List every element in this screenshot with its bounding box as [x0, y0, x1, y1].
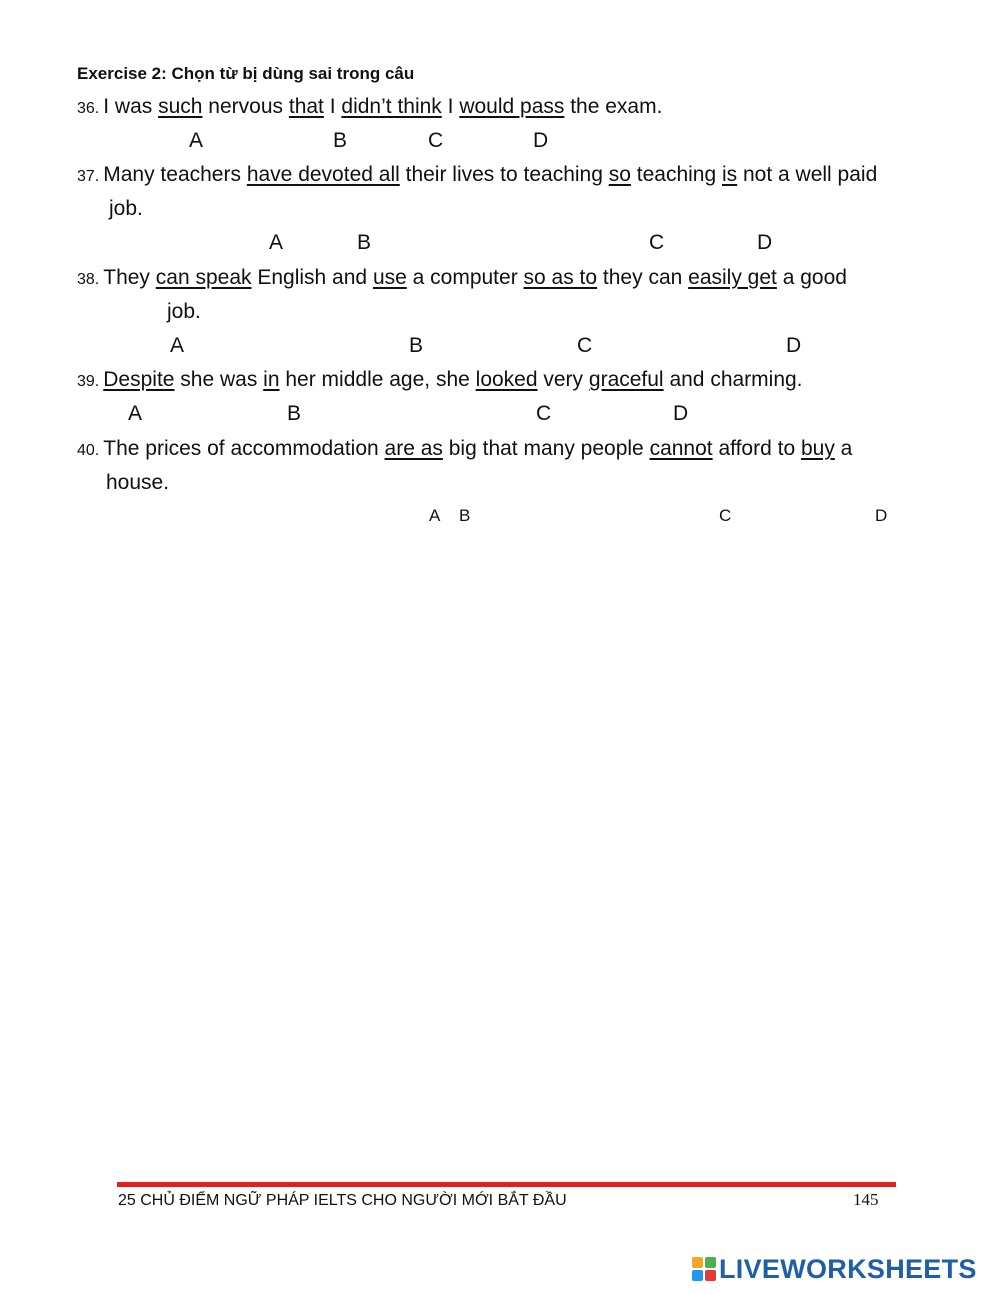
underlined-option[interactable]: so as to [523, 266, 598, 289]
underlined-option[interactable]: Despite [103, 368, 175, 391]
sentence-text: a good [776, 266, 847, 289]
question-38-line-1 [77, 265, 847, 293]
option-label-d: D [786, 334, 802, 357]
sentence-text: I [323, 95, 342, 118]
sentence-text: afford to [712, 437, 801, 460]
underlined-option[interactable]: can speak [155, 266, 252, 289]
option-label-a: A [170, 334, 185, 357]
sentence-text: I [441, 95, 460, 118]
option-label-a: A [189, 129, 204, 152]
option-label-a: A [429, 506, 441, 525]
option-label-b: B [357, 231, 372, 254]
question-number: 38. [77, 271, 100, 288]
footer-book-title: 25 CHỦ ĐIỂM NGỮ PHÁP IELTS CHO NGƯỜI MỚI BẮT ĐẦU [118, 1192, 567, 1209]
question-number: 37. [77, 168, 100, 185]
footer-divider [117, 1182, 896, 1187]
option-label-c: C [649, 231, 665, 254]
sentence-text: a [834, 437, 853, 460]
page-number: 145 [853, 1190, 879, 1209]
option-label-c: C [536, 402, 552, 425]
underlined-option[interactable]: would pass [459, 95, 565, 118]
underlined-option[interactable]: easily get [688, 266, 777, 289]
underlined-option[interactable]: buy [800, 437, 835, 460]
option-label-d: D [875, 506, 888, 525]
sentence-text: and charming. [663, 368, 803, 391]
option-label-c: C [577, 334, 593, 357]
option-label-a: A [269, 231, 284, 254]
sentence-text: their lives to teaching [399, 163, 609, 186]
underlined-option[interactable]: have devoted all [246, 163, 400, 186]
sentence-text: the exam. [564, 95, 663, 118]
option-label-d: D [673, 402, 689, 425]
sentence-text: a computer [406, 266, 524, 289]
underlined-option[interactable]: so [608, 163, 631, 186]
underlined-option[interactable]: graceful [588, 368, 664, 391]
option-label-b: B [333, 129, 348, 152]
sentence-text: teaching [630, 163, 722, 186]
question-38-line-2 [167, 299, 201, 325]
sentence-text: nervous [202, 95, 289, 118]
option-label-c: C [719, 506, 732, 525]
question-39-line-1 [77, 367, 803, 395]
sentence-text: I was [103, 95, 159, 118]
underlined-option[interactable]: didn’t think [341, 95, 442, 118]
option-label-b: B [287, 402, 302, 425]
sentence-text: The prices of accommodation [103, 437, 385, 460]
sentence-text: very [537, 368, 589, 391]
exercise-title: Exercise 2: Chọn từ bị dùng sai trong câu [77, 64, 415, 83]
underlined-option[interactable]: cannot [649, 437, 713, 460]
underlined-option[interactable]: is [722, 163, 738, 186]
question-36-line-1 [77, 94, 662, 122]
underlined-option[interactable]: in [263, 368, 280, 391]
sentence-text: she was [174, 368, 264, 391]
sentence-text: job. [109, 197, 143, 220]
question-40-line-2 [106, 470, 169, 496]
sentence-text: Many teachers [103, 163, 247, 186]
underlined-option[interactable]: that [288, 95, 324, 118]
sentence-text: job. [167, 300, 201, 323]
option-label-a: A [128, 402, 143, 425]
underlined-option[interactable]: such [158, 95, 203, 118]
sentence-text: big that many people [442, 437, 650, 460]
underlined-option[interactable]: are as [384, 437, 443, 460]
liveworksheets-logo[interactable] [692, 1254, 977, 1284]
sentence-text: not a well paid [737, 163, 878, 186]
question-number: 36. [77, 100, 100, 117]
option-label-b: B [409, 334, 424, 357]
question-number: 40. [77, 442, 100, 459]
option-label-c: C [428, 129, 444, 152]
sentence-text: They [103, 266, 156, 289]
question-37-line-2 [109, 196, 143, 222]
sentence-text: English and [251, 266, 373, 289]
option-label-d: D [533, 129, 549, 152]
question-number: 39. [77, 373, 100, 390]
brand-name: LIVEWORKSHEETS [719, 1253, 977, 1284]
sentence-text: they can [597, 266, 689, 289]
underlined-option[interactable]: use [372, 266, 407, 289]
option-label-b: B [459, 506, 471, 525]
question-40-line-1 [77, 436, 852, 464]
option-label-d: D [757, 231, 773, 254]
underlined-option[interactable]: looked [475, 368, 538, 391]
question-37-line-1 [77, 162, 877, 190]
sentence-text: her middle age, she [279, 368, 476, 391]
liveworksheets-icon [692, 1257, 716, 1281]
sentence-text: house. [106, 471, 170, 494]
